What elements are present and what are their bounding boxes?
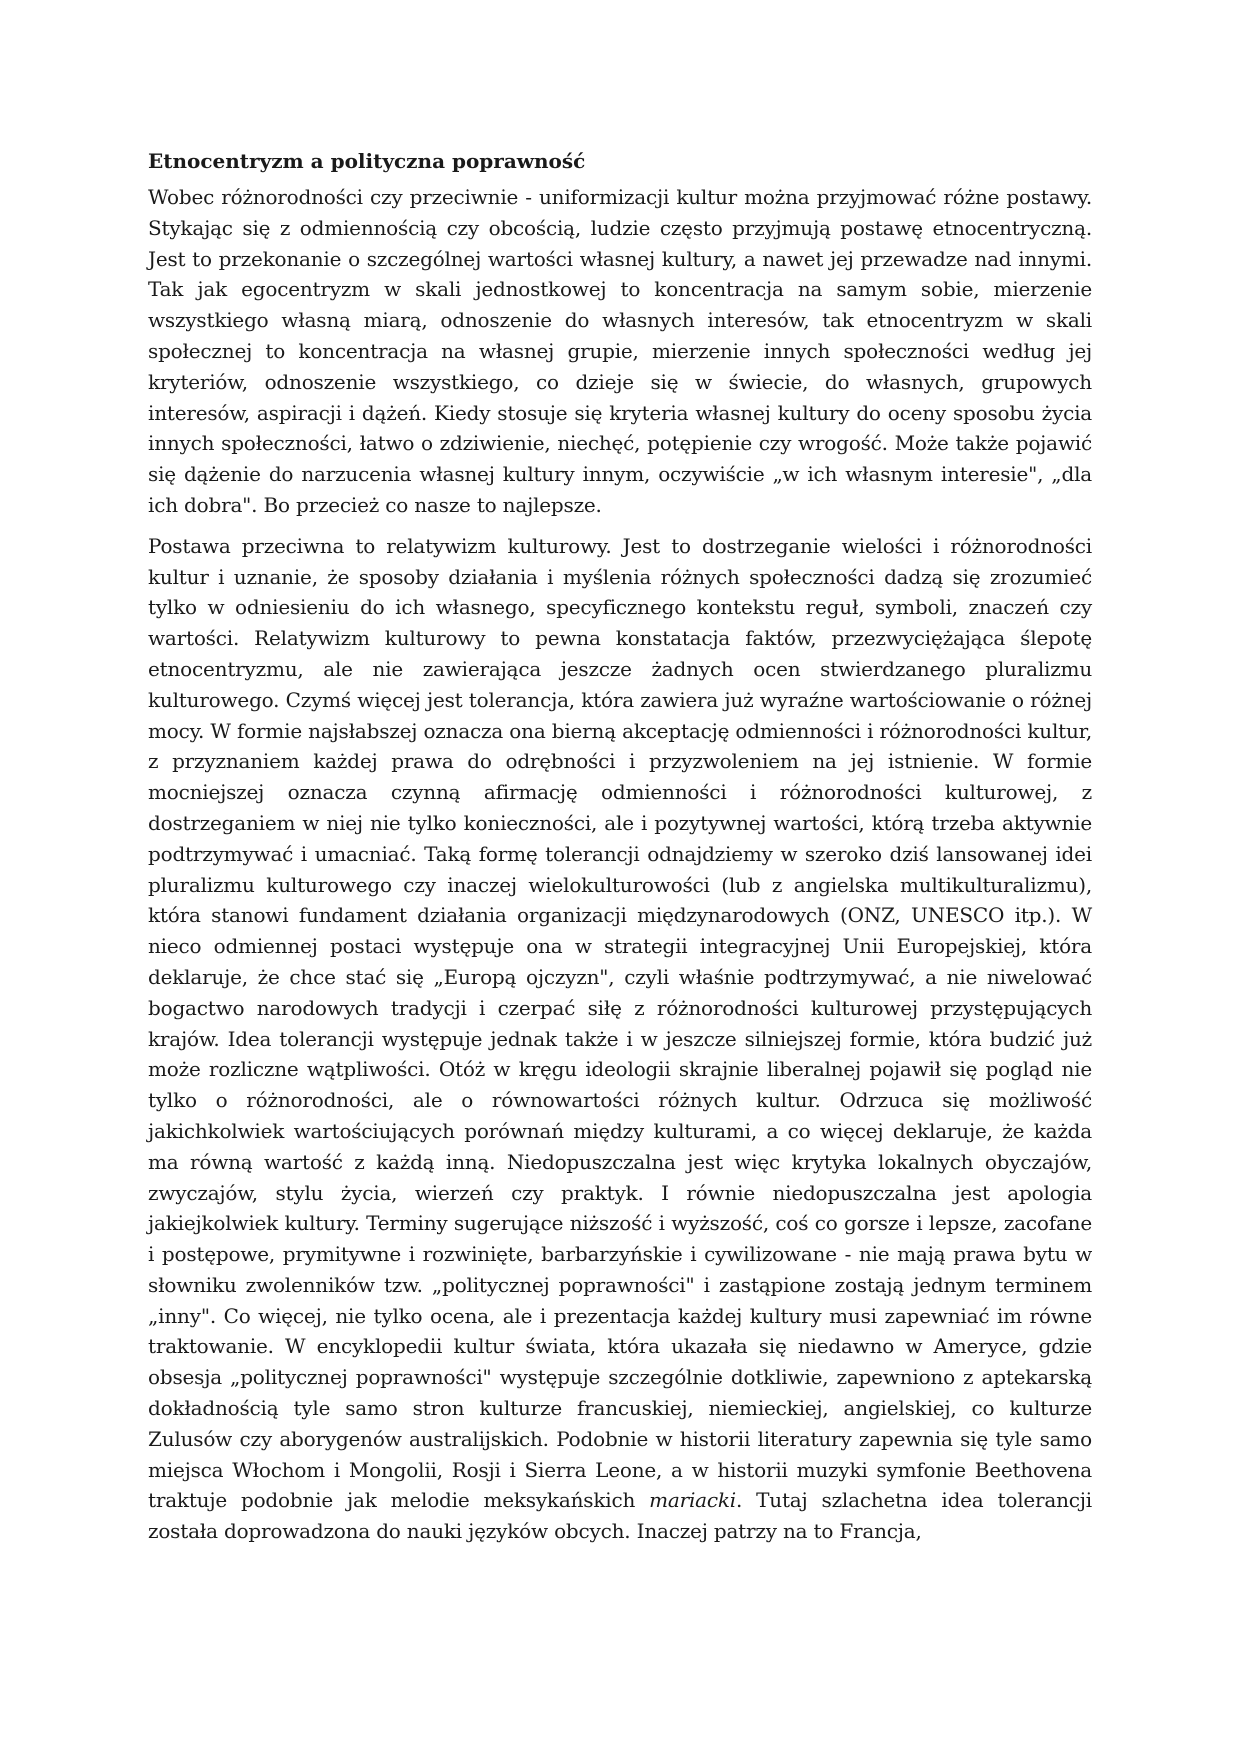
paragraph-relatywizm	[148, 531, 1092, 1547]
document-title: Etnocentryzm a polityczna poprawność	[148, 149, 586, 173]
document-page	[148, 146, 1092, 1557]
paragraph-etnocentryzm: Wobec różnorodności czy przeciwnie - uniformizacji kultur można przyjmować różne postawy. Stykając się z odmiennością czy obcością, ludzie często przyjmują postawę etnocentryczną. Jest to przekonanie o szczególnej wartości własnej kultury, a nawet jej przewadze nad innymi. Tak jak egocentryzm w skali jednostkowej to koncentracja na samym sobie, mierzenie wszystkiego własną miarą, odnoszenie do własnych interesów, tak etnocentryzm w skali społecznej to koncentracja na własnej grupie, mierzenie innych społeczności według jej kryteriów, odnoszenie wszystkiego, co dzieje się w świecie, do własnych, grupowych interesów, aspiracji i dążeń. Kiedy stosuje się kryteria własnej kultury do oceny sposobu życia innych społeczności, łatwo o zdziwienie, niechęć, potępienie czy wrogość. Może także pojawić się dążenie do narzucenia własnej kultury innym, oczywiście „w ich własnym interesie", „dla ich dobra". Bo przecież co nasze to najlepsze.	[148, 185, 1092, 517]
paragraph-text: Postawa przeciwna to relatywizm kulturowy. Jest to dostrzeganie wielości i różnorodności kultur i uznanie, że sposoby działania i myślenia różnych społeczności dadzą się zrozumieć tylko w odniesieniu do ich własnego, specyficznego kontekstu reguł, symboli, znaczeń czy wartości. Relatywizm kulturowy to pewna konstatacja faktów, przezwyciężająca ślepotę etnocentryzmu, ale nie zawierająca jeszcze żadnych ocen stwierdzanego pluralizmu kulturowego. Czymś więcej jest tolerancja, która zawiera już wyraźne wartościowanie o różnej mocy. W formie najsłabszej oznacza ona bierną akceptację odmienności i różnorodności kultur, z przyznaniem każdej prawa do odrębności i przyzwoleniem na jej istnienie. W formie mocniejszej oznacza czynną afirmację odmienności i różnorodności kulturowej, z dostrzeganiem w niej nie tylko konieczności, ale i pozytywnej wartości, którą trzeba aktywnie podtrzymywać i umacniać. Taką formę tolerancji odnajdziemy w szeroko dziś lansowanej idei pluralizmu kulturowego czy inaczej wielokulturowości (lub z angielska multikulturalizmu), która stanowi fundament działania organizacji międzynarodowych (ONZ, UNESCO itp.). W nieco odmiennej postaci występuje ona w strategii integracyjnej Unii Europejskiej, która deklaruje, że chce stać się „Europą ojczyzn", czyli właśnie podtrzymywać, a nie niwelować bogactwo narodowych tradycji i czerpać siłę z różnorodności kulturowej przystępujących krajów. Idea tolerancji występuje jednak także i w jeszcze silniejszej formie, która budzić już może rozliczne wątpliwości. Otóż w kręgu ideologii skrajnie liberalnej pojawił się pogląd nie tylko o różnorodności, ale o równowartości różnych kultur. Odrzuca się możliwość jakichkolwiek wartościujących porównań między kulturami, a co więcej deklaruje, że każda ma równą wartość z każdą inną. Niedopuszczalna jest więc krytyka lokalnych obyczajów, zwyczajów, stylu życia, wierzeń czy praktyk. I równie niedopuszczalna jest apologia jakiejkolwiek kultury. Terminy sugerujące niższość i wyższość, coś co gorsze i lepsze, zacofane i postępowe, prymitywne i rozwinięte, barbarzyńskie i cywilizowane - nie mają prawa bytu w słowniku zwolenników tzw. „politycznej poprawności" i zastąpione zostają jednym terminem „inny". Co więcej, nie tylko ocena, ale i prezentacja każdej kultury musi zapewniać im równe traktowanie. W encyklopedii kultur świata, która ukazała się niedawno w Ameryce, gdzie obsesja „politycznej poprawności" występuje szczególnie dotkliwie, zapewniono z aptekarską dokładnością tyle samo stron kulturze francuskiej, niemieckiej, angielskiej, co kulturze Zulusów czy aborygenów australijskich. Podobnie w historii literatury zapewnia się tyle samo miejsca Włochom i Mongolii, Rosji i Sierra Leone, a w historii muzyki symfonie Beethovena traktuje podobnie jak melodie meksykańskich	[148, 533, 1092, 1513]
paragraph-text-continued: . Tutaj szlachetna idea tolerancji została doprowadzona do nauki języków obcych. Inaczej patrzy na to Francja,	[148, 1488, 1092, 1544]
italic-term: mariacki	[649, 1488, 736, 1513]
